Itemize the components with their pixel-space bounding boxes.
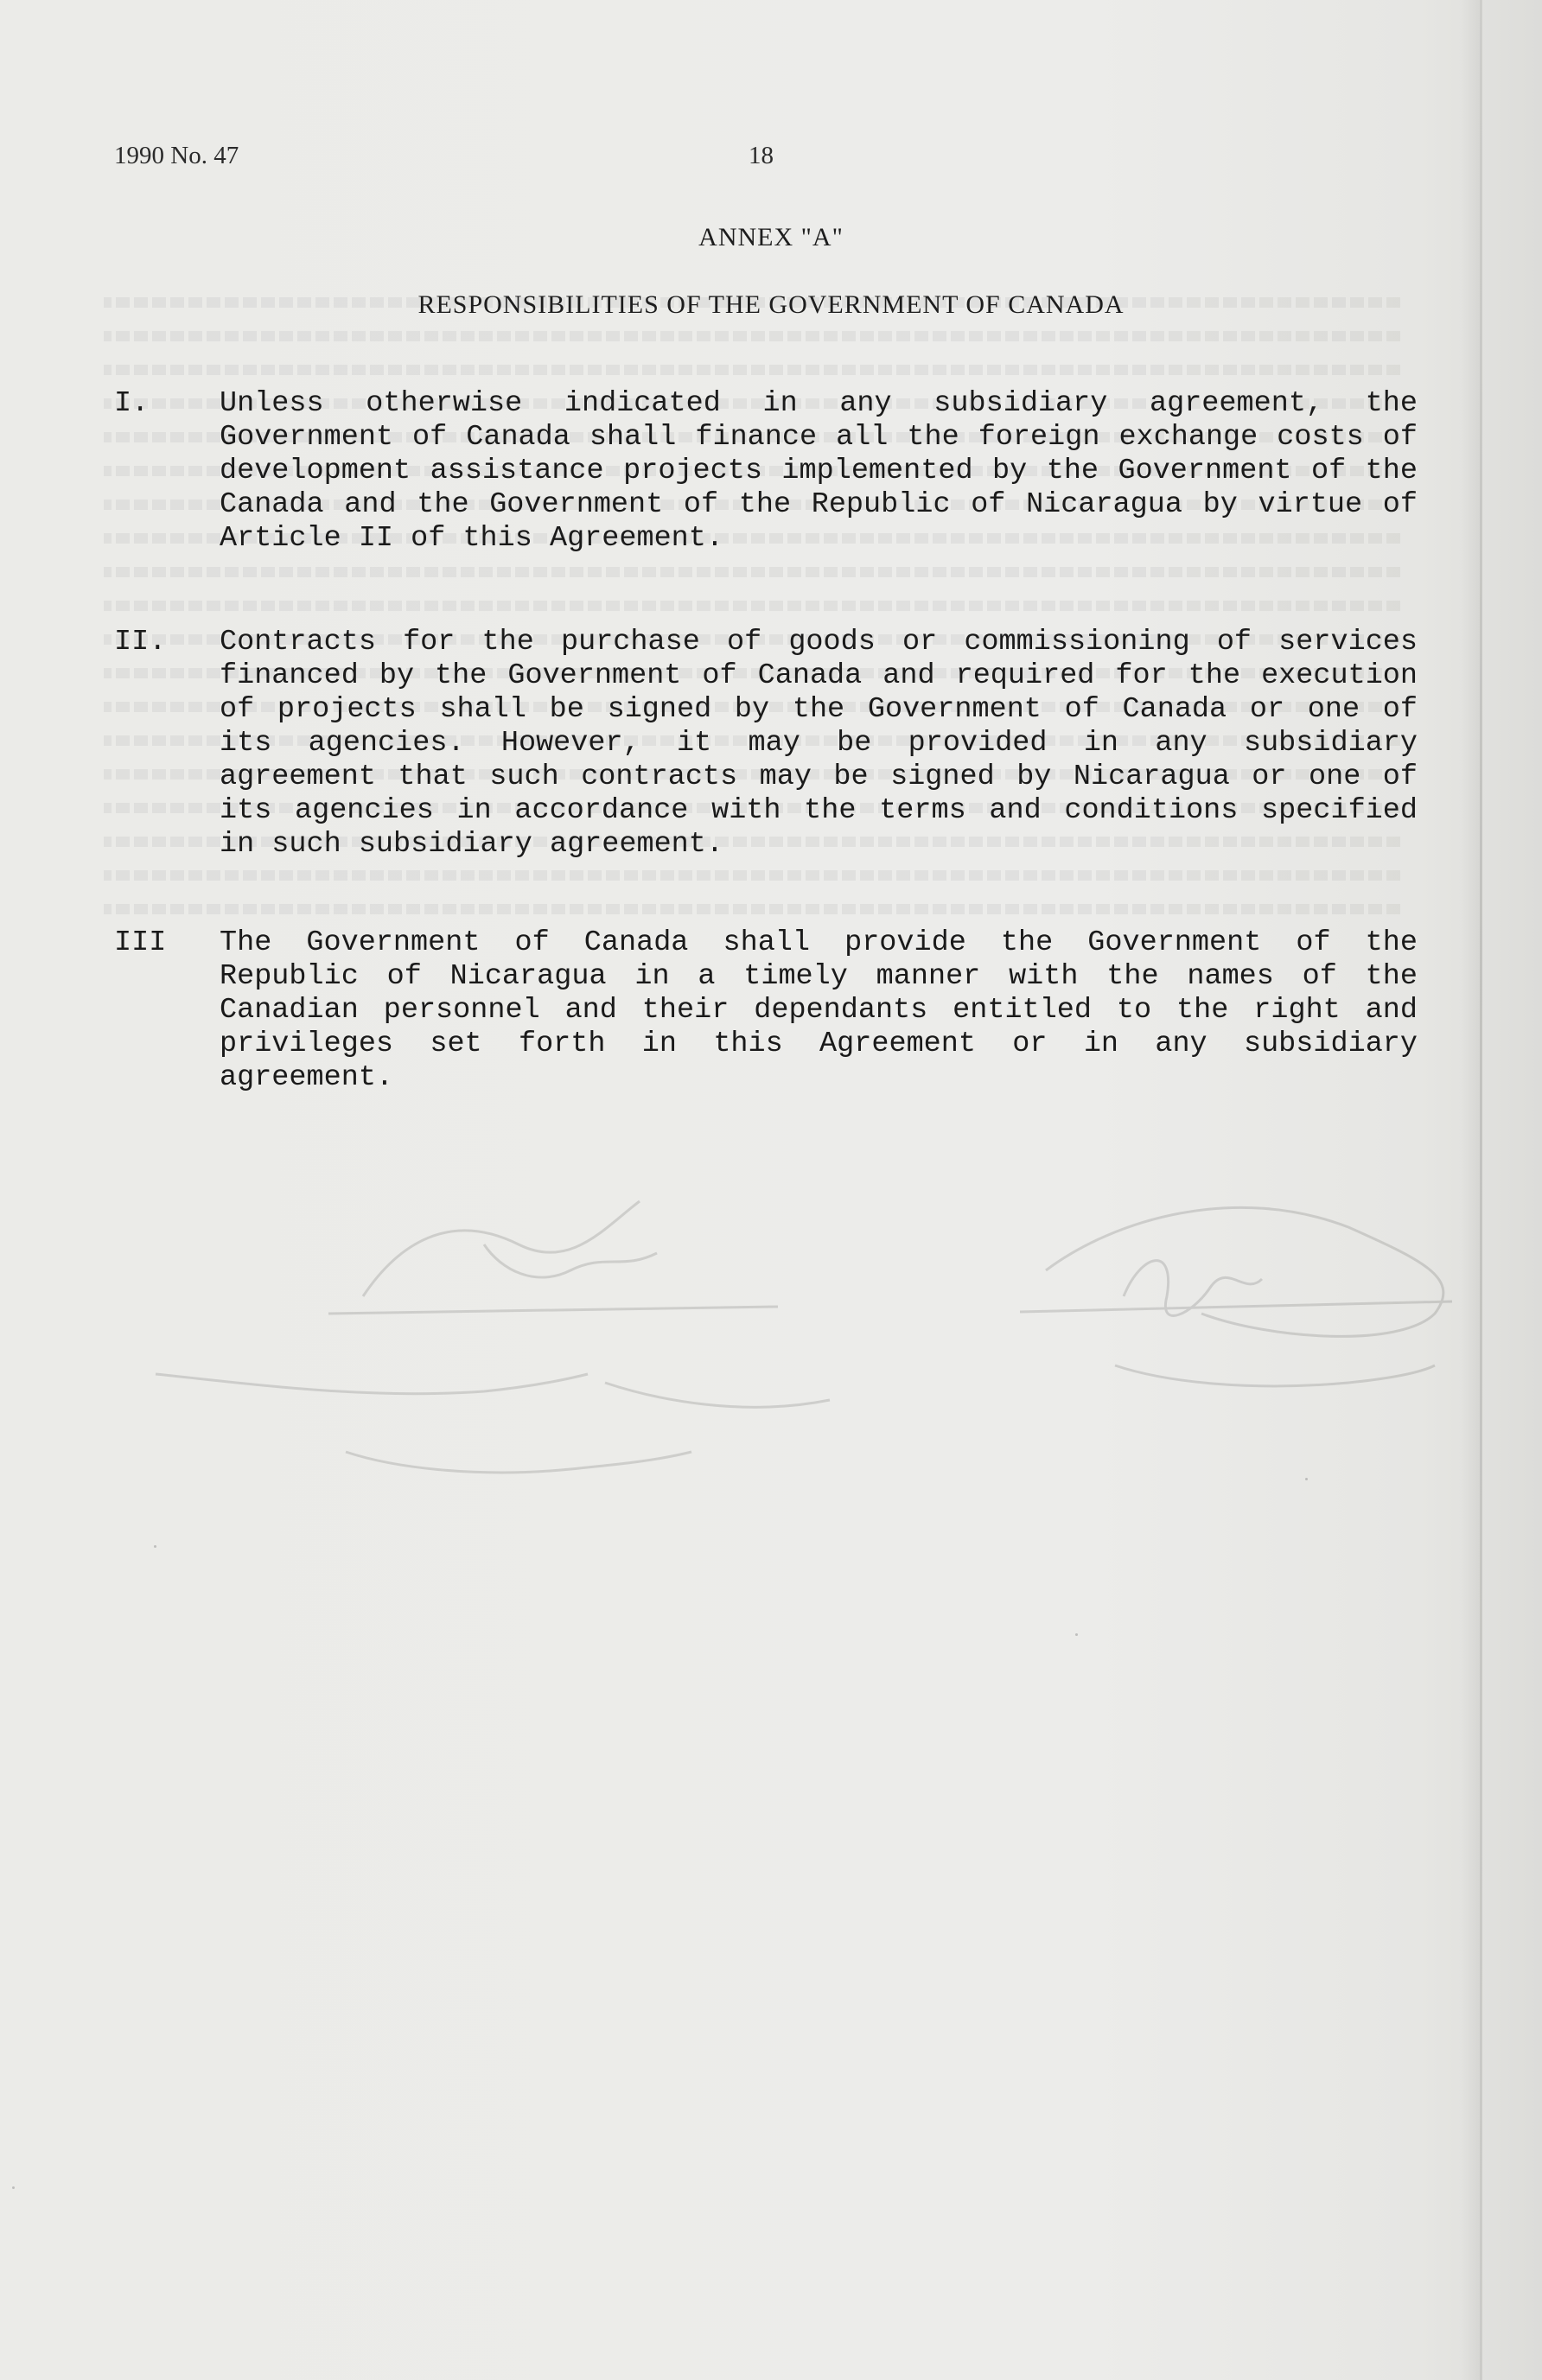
document-reference: 1990 No. 47 [114,142,239,169]
paper-speck [12,2186,15,2189]
paper-speck [1305,1478,1308,1480]
section-3 [114,926,1418,1095]
section-1 [114,387,1418,556]
paper-speck [1075,1633,1078,1636]
section-text: Contracts for the purchase of goods or commissioning of services financed by the Government of Canada and required for the execution of projects shall be signed by the Government of Canada or one of its agencies. However, it may be provided in any subsidiary agreement that such contracts may be signed by Nicaragua or one of its agencies in accordance with the terms and conditions specified in such subsidiary agreement. [220,626,1418,861]
section-number: II. [114,626,167,659]
paper-speck [154,1545,156,1548]
section-number: I. [114,387,150,420]
section-text: Unless otherwise indicated in any subsidiary agreement, the Government of Canada shall finance all the foreign exchange costs of development assistance projects implemented by the Government of the Canada and the Government of the Republic of Nicaragua by virtue of Article II of this Agreement. [220,387,1418,555]
section-number: III [114,926,167,959]
page-number: 18 [749,142,774,169]
section-2 [114,626,1418,862]
section-text: The Government of Canada shall provide the Government of the Republic of Nicaragua in a timely manner with the names of the Canadian personnel and their dependants entitled to the right and privileges set forth in this Agreement or in any subsidiary agreement. [220,926,1418,1094]
annex-title: ANNEX "A" [698,223,844,251]
annex-subtitle: RESPONSIBILITIES OF THE GOVERNMENT OF CANADA [417,290,1125,319]
